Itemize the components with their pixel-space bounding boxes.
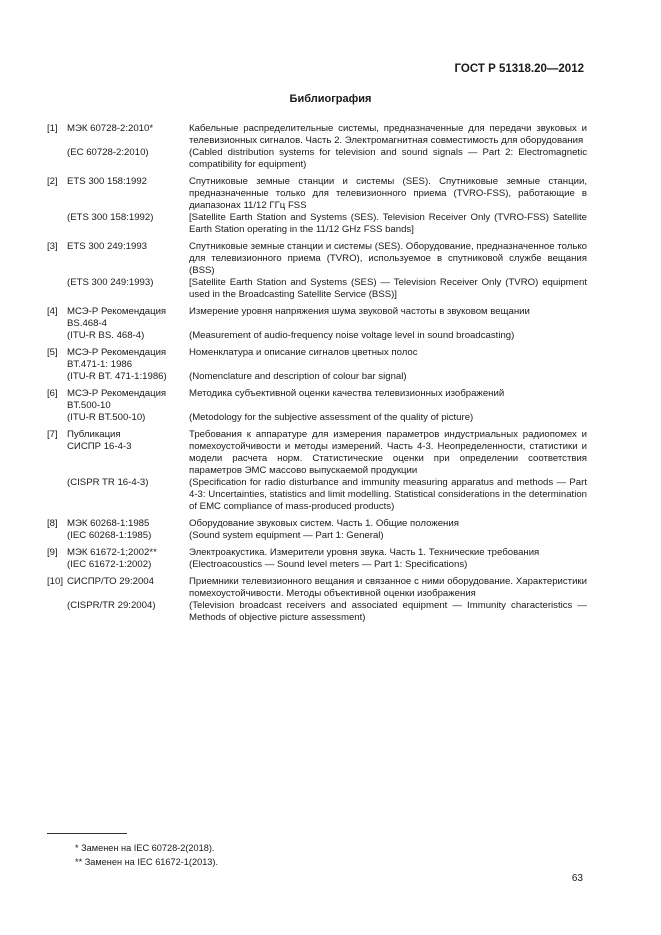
entry-number: [2] <box>47 176 58 187</box>
page-number: 63 <box>571 873 583 884</box>
entry-reference: МЭК 60268-1:1985 <box>67 518 150 529</box>
footnote: ** Заменен на IEC 61672-1(2013). <box>75 857 219 867</box>
entry-reference: МСЭ-Р Рекомендация BT.500-10 <box>67 388 167 411</box>
entry-description: Электроакустика. Измерители уровня звука. Часть 1. Технические требования <box>189 547 540 558</box>
entry-row <box>47 429 587 477</box>
entry-row <box>47 306 587 330</box>
entry-description: Спутниковые земные станции и системы (SES). Оборудование, предназначенное только для телевизионного приема (TVRO), используемое в спутниковой службе вещания (BSS) <box>189 241 587 276</box>
entry-description: [Satellite Earth Station and Systems (SES) — Television Receiver Only (TVRO) equipment used in the Broadcasting Satellite Service (BSS)] <box>189 277 587 300</box>
bibliography-entry <box>47 123 587 171</box>
entry-description: Методика субъективной оценки качества телевизионных изображений <box>189 388 505 399</box>
entry-reference: (IEC 61672-1:2002) <box>67 559 152 570</box>
entry-row <box>47 530 587 542</box>
entry-number: [8] <box>47 518 58 529</box>
entry-reference: (ITU-R BS. 468-4) <box>67 330 145 341</box>
entry-description: Требования к аппаратуре для измерения параметров индустриальных радиопомех и помехоустойчивости и методы измерений. Часть 4-3. Неопределенности, статистики и модели расчета норм. Статистические оценки при определении соответствия параметров ЭМС массово выпускаемой продукции <box>189 429 587 476</box>
section-title: Библиография <box>289 93 372 105</box>
bibliography-entry <box>47 176 587 236</box>
entry-row <box>47 147 587 171</box>
footnote: * Заменен на IEC 60728-2(2018). <box>75 843 215 853</box>
entry-number: [4] <box>47 306 58 317</box>
entry-number: [6] <box>47 388 58 399</box>
entry-reference: ETS 300 158:1992 <box>67 176 148 187</box>
entry-description: (Metodology for the subjective assessment of the quality of picture) <box>189 412 474 423</box>
entry-description: Измерение уровня напряжения шума звуковой частоты в звуковом вещании <box>189 306 530 317</box>
bibliography-entry <box>47 547 587 571</box>
entry-number: [5] <box>47 347 58 358</box>
entry-row <box>47 477 587 513</box>
entry-description: (Specification for radio disturbance and immunity measuring apparatus and methods — Part 4-3: Uncertainties, statistics and limit modelling. Statistical considerations in the determination of EMC compliance of mass-produced products) <box>189 477 587 512</box>
bibliography-entry <box>47 241 587 301</box>
entry-reference: МЭК 61672-1;2002** <box>67 547 157 558</box>
entry-description: (Television broadcast receivers and associated equipment — Immunity characteristics — Methods of objective picture assessment) <box>189 600 587 623</box>
entry-description: (Cabled distribution systems for television and sound signals — Part 2: Electromagnetic compatibility for equipment) <box>189 147 587 170</box>
entry-reference: СИСПР/ТО 29:2004 <box>67 576 154 587</box>
entry-reference: (ETS 300 158:1992) <box>67 212 154 223</box>
entry-reference: (EC 60728-2:2010) <box>67 147 149 158</box>
bibliography-entry <box>47 388 587 424</box>
entry-reference: (IEC 60268-1:1985) <box>67 530 152 541</box>
entry-reference: МСЭ-Р Рекомендация BT.471-1: 1986 (ITU-R BT. 471-1:1986) <box>67 347 167 382</box>
entry-number: [7] <box>47 429 58 440</box>
entry-description: Кабельные распределительные системы, предназначенные для передачи звуковых и телевизионных сигналов. Часть 2. Электромагнитная совместимость для оборудования <box>189 123 587 146</box>
entry-row <box>47 347 587 383</box>
entry-row <box>47 559 587 571</box>
entry-reference: МСЭ-Р Рекомендация BS.468-4 <box>67 306 167 329</box>
entry-row <box>47 176 587 212</box>
entry-number: [9] <box>47 547 58 558</box>
entry-row <box>47 600 587 624</box>
bibliography-list <box>47 123 587 629</box>
entry-row <box>47 123 587 147</box>
entry-reference: (CISPR TR 16-4-3) <box>67 477 149 488</box>
entry-row <box>47 412 587 424</box>
entry-number: [1] <box>47 123 58 134</box>
entry-number: [10] <box>47 576 64 587</box>
entry-description: (Electroacoustics — Sound level meters — Part 1: Specifications) <box>189 559 468 570</box>
entry-description: Спутниковые земные станции и системы (SES). Спутниковые земные станции, предназначенные только для телевизионного приема (TVRO-FSS), работающие в диапазонах 11/12 ГГц FSS <box>189 176 587 211</box>
bibliography-entry <box>47 518 587 542</box>
entry-description: (Sound system equipment — Part 1: General) <box>189 530 384 541</box>
entry-reference: Публикация СИСПР 16-4-3 <box>67 429 132 452</box>
entry-reference: (ETS 300 249:1993) <box>67 277 154 288</box>
entry-number: [3] <box>47 241 58 252</box>
footnote-divider <box>47 833 127 834</box>
entry-description: (Measurement of audio-frequency noise voltage level in sound broadcasting) <box>189 330 515 341</box>
entry-row <box>47 277 587 301</box>
entry-description: Приемники телевизионного вещания и связанное с ними оборудование. Характеристики помехоустойчивости. Методы объективной оценки изображения <box>189 576 587 599</box>
entry-description: [Satellite Earth Station and Systems (SES). Television Receiver Only (TVRO-FSS) Satellite Earth Station operating in the 11/12 GHz FSS bands] <box>189 212 587 235</box>
document-header: ГОСТ Р 51318.20—2012 <box>454 63 584 75</box>
entry-row <box>47 547 587 559</box>
entry-row <box>47 576 587 600</box>
entry-reference: МЭК 60728-2:2010* <box>67 123 154 134</box>
entry-reference: (CISPR/TR 29:2004) <box>67 600 156 611</box>
entry-reference: (ITU-R BT.500-10) <box>67 412 146 423</box>
bibliography-entry <box>47 576 587 624</box>
entry-description: Номенклатура и описание сигналов цветных полос (Nomenclature and description of colour bar signal) <box>189 347 418 382</box>
footnotes <box>75 841 218 869</box>
entry-row <box>47 330 587 342</box>
entry-row <box>47 212 587 236</box>
entry-row <box>47 518 587 530</box>
bibliography-entry <box>47 429 587 513</box>
entry-description: Оборудование звуковых систем. Часть 1. Общие положения <box>189 518 459 529</box>
entry-reference: ETS 300 249:1993 <box>67 241 148 252</box>
bibliography-entry <box>47 306 587 342</box>
entry-row <box>47 388 587 412</box>
bibliography-entry <box>47 347 587 383</box>
entry-row <box>47 241 587 277</box>
